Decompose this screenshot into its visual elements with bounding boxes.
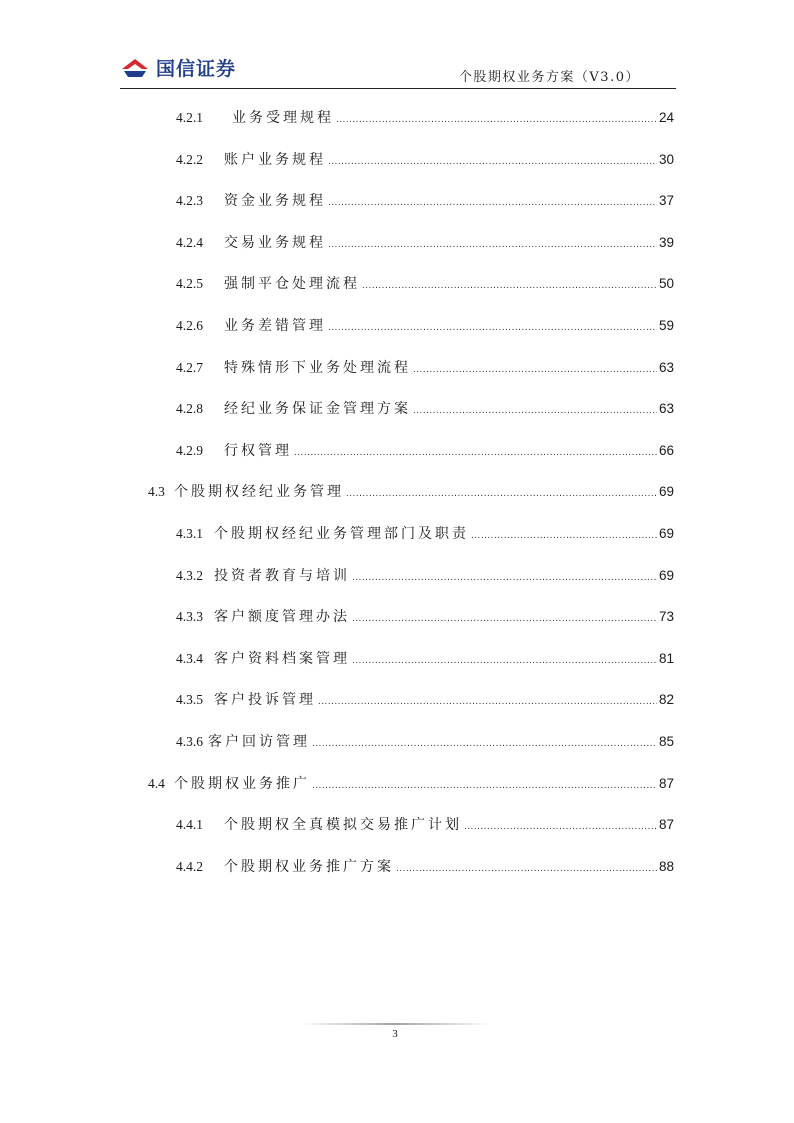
toc-entry-title: 客户资料档案管理: [214, 651, 350, 667]
toc-entry-number: 4.3.1: [176, 526, 203, 541]
toc-entry-title: 账户业务规程: [224, 152, 326, 168]
toc-entry-number: 4.4: [148, 776, 165, 791]
toc-leader-dots: [352, 609, 657, 629]
toc-entry-page: 81: [658, 651, 674, 666]
toc-entry-title: 交易业务规程: [224, 235, 326, 251]
toc-leader-dots: [328, 193, 657, 213]
toc-entry[interactable]: [176, 524, 674, 544]
toc-entry-page: 69: [658, 484, 674, 499]
toc-entry-title: 行权管理: [224, 443, 292, 459]
toc-entry-title: 客户投诉管理: [214, 692, 316, 708]
toc-entry-page: 82: [658, 692, 674, 707]
toc-entry-title: 个股期权业务推广方案: [224, 859, 394, 875]
page-number: 3: [392, 1028, 398, 1040]
toc-entry[interactable]: [176, 649, 674, 669]
toc-entry-number: 4.4.1: [176, 817, 203, 832]
toc-entry-title: 个股期权全真模拟交易推广计划: [224, 817, 462, 833]
toc-entry[interactable]: [176, 607, 674, 627]
toc-entry[interactable]: [176, 150, 674, 170]
toc-entry[interactable]: [176, 690, 674, 710]
toc-leader-dots: [336, 110, 657, 130]
toc-leader-dots: [312, 734, 657, 754]
toc-entry-page: 37: [658, 193, 674, 208]
toc-entry-title: 强制平仓处理流程: [224, 276, 360, 292]
toc-entry-page: 39: [658, 235, 674, 250]
toc-entry-number: 4.2.2: [176, 152, 203, 167]
toc-entry-title: 业务差错管理: [224, 318, 326, 334]
toc-leader-dots: [352, 568, 657, 588]
toc-entry-title: 投资者教育与培训: [214, 568, 350, 584]
toc-entry-title: 资金业务规程: [224, 193, 326, 209]
toc-entry-number: 4.2.8: [176, 401, 203, 416]
toc-entry[interactable]: [176, 316, 674, 336]
toc-entry-page: 88: [658, 859, 674, 874]
toc-entry[interactable]: [176, 441, 674, 461]
toc-entry-number: 4.2.6: [176, 318, 203, 333]
company-logo-icon: [120, 57, 150, 79]
toc-entry[interactable]: [176, 274, 674, 294]
toc-entry-title: 特殊情形下业务处理流程: [224, 360, 411, 376]
page-footer: [300, 1020, 490, 1046]
toc-entry[interactable]: [176, 399, 674, 419]
company-logo-text: 国信证券: [156, 58, 237, 80]
toc-entry-title: 个股期权业务推广: [174, 776, 310, 792]
toc-entry-number: 4.2.3: [176, 193, 203, 208]
page-header: [120, 50, 676, 89]
toc-leader-dots: [396, 859, 657, 879]
toc-entry-number: 4.2.1: [176, 110, 203, 125]
toc-entry-page: 63: [658, 360, 674, 375]
toc-entry-page: 50: [658, 276, 674, 291]
toc-leader-dots: [328, 235, 657, 255]
toc-entry-title: 经纪业务保证金管理方案: [224, 401, 411, 417]
toc-entry-page: 73: [658, 609, 674, 624]
company-logo: [120, 54, 236, 81]
toc-entry-page: 30: [658, 152, 674, 167]
toc-entry-title: 个股期权经纪业务管理部门及职责: [214, 526, 469, 542]
toc-leader-dots: [413, 360, 657, 380]
toc-entry-number: 4.3.2: [176, 568, 203, 583]
toc-entry-page: 87: [658, 817, 674, 832]
toc-entry-page: 66: [658, 443, 674, 458]
toc-entry[interactable]: [176, 108, 674, 128]
toc-leader-dots: [312, 776, 657, 796]
toc-entry-number: 4.2.7: [176, 360, 203, 375]
toc-entry-title: 客户额度管理办法: [214, 609, 350, 625]
toc-entry-page: 69: [658, 568, 674, 583]
toc-entry[interactable]: [176, 857, 674, 877]
toc-leader-dots: [346, 484, 657, 504]
toc-entry-number: 4.3.4: [176, 651, 203, 666]
toc-entry[interactable]: [176, 358, 674, 378]
toc-entry[interactable]: [176, 815, 674, 835]
toc-leader-dots: [471, 526, 657, 546]
toc-entry[interactable]: [148, 482, 674, 502]
toc-entry-number: 4.3: [148, 484, 165, 499]
toc-entry-number: 4.4.2: [176, 859, 203, 874]
toc-leader-dots: [362, 276, 657, 296]
toc-entry-page: 24: [658, 110, 674, 125]
toc-leader-dots: [328, 152, 657, 172]
toc-entry[interactable]: [176, 233, 674, 253]
toc-entry[interactable]: [176, 566, 674, 586]
toc-entry-title: 客户回访管理: [208, 734, 310, 750]
toc-entry-number: 4.2.4: [176, 235, 203, 250]
toc-entry-page: 63: [658, 401, 674, 416]
toc-entry-number: 4.3.6: [176, 734, 203, 749]
toc-entry-number: 4.3.5: [176, 692, 203, 707]
document-title: 个股期权业务方案（V3.0）: [458, 70, 640, 85]
toc-entry-number: 4.2.5: [176, 276, 203, 291]
toc-entry-title: 业务受理规程: [232, 110, 334, 126]
toc-entry-number: 4.3.3: [176, 609, 203, 624]
toc-entry-title: 个股期权经纪业务管理: [174, 484, 344, 500]
toc-leader-dots: [413, 401, 657, 421]
toc-entry-page: 85: [658, 734, 674, 749]
toc-leader-dots: [294, 443, 657, 463]
toc-entry[interactable]: [148, 774, 674, 794]
toc-leader-dots: [318, 692, 657, 712]
toc-entry[interactable]: [176, 191, 674, 211]
toc-entry-page: 59: [658, 318, 674, 333]
footer-divider: [300, 1023, 490, 1025]
toc-entry[interactable]: [176, 732, 674, 752]
toc-leader-dots: [464, 817, 657, 837]
toc-entry-page: 87: [658, 776, 674, 791]
toc-leader-dots: [328, 318, 657, 338]
toc-entry-number: 4.2.9: [176, 443, 203, 458]
toc-entry-page: 69: [658, 526, 674, 541]
toc-leader-dots: [352, 651, 657, 671]
